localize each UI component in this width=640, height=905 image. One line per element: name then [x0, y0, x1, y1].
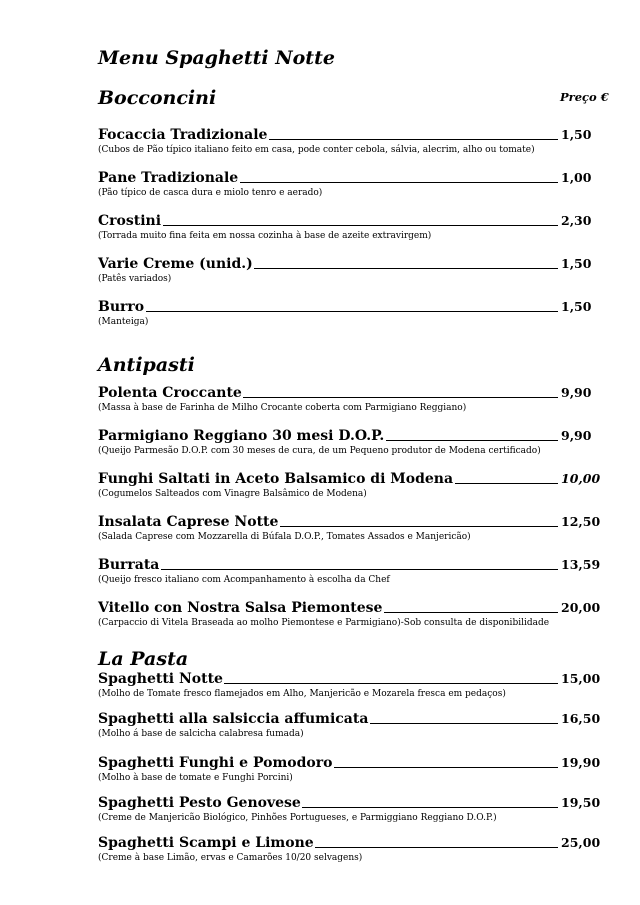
section-title-pasta: La Pasta — [98, 648, 189, 670]
item-description: (Pão típico de casca dura e miolo tenro e aerado) — [98, 188, 323, 198]
item-description: (Manteiga) — [98, 317, 149, 327]
leader-line — [455, 483, 558, 484]
menu-item — [98, 833, 603, 863]
menu-item — [98, 669, 603, 699]
menu-item — [98, 426, 603, 456]
item-price: 1,50 — [561, 256, 592, 271]
item-description: (Molho á base de salcicha calabresa fumada) — [98, 729, 304, 739]
item-description: (Queijo fresco italiano com Acompanhamento à escolha da Chef — [98, 575, 390, 585]
menu-item — [98, 753, 603, 783]
item-name: Spaghetti Notte — [98, 671, 223, 687]
leader-line — [280, 526, 558, 527]
item-name: Parmigiano Reggiano 30 mesi D.O.P. — [98, 428, 385, 444]
item-description: (Torrada muito fina feita em nossa cozinha à base de azeite extravirgem) — [98, 231, 432, 241]
item-name: Focaccia Tradizionale — [98, 127, 268, 143]
item-price: 16,50 — [561, 711, 601, 726]
item-price: 20,00 — [561, 600, 601, 615]
item-description: (Cubos de Pão típico italiano feito em casa, pode conter cebola, sálvia, alecrim, alho ou tomate) — [98, 145, 535, 155]
item-price: 25,00 — [561, 835, 601, 850]
item-price: 1,50 — [561, 127, 592, 142]
leader-line — [386, 440, 558, 441]
menu-item — [98, 793, 603, 823]
item-price: 19,90 — [561, 755, 601, 770]
item-price: 9,90 — [561, 428, 592, 443]
menu-item — [98, 297, 603, 327]
item-name: Pane Tradizionale — [98, 170, 239, 186]
item-name: Crostini — [98, 213, 162, 229]
menu-item — [98, 125, 603, 155]
price-header: Preço € — [560, 90, 609, 104]
section-title-bocconcini: Bocconcini — [98, 87, 217, 109]
leader-line — [302, 807, 558, 808]
leader-line — [254, 268, 558, 269]
item-name: Spaghetti Funghi e Pomodoro — [98, 755, 333, 771]
item-description: (Patês variados) — [98, 274, 172, 284]
item-price: 12,50 — [561, 514, 601, 529]
item-description: (Salada Caprese com Mozzarella di Búfala D.O.P., Tomates Assados e Manjericão) — [98, 532, 471, 542]
menu-item — [98, 168, 603, 198]
menu-item — [98, 512, 603, 542]
item-description: (Creme à base Limão, ervas e Camarões 10/20 selvagens) — [98, 853, 363, 863]
menu-item — [98, 709, 603, 739]
item-description: (Massa à base de Farinha de Milho Crocante coberta com Parmigiano Reggiano) — [98, 403, 467, 413]
leader-line — [243, 397, 558, 398]
menu-item — [98, 469, 603, 499]
item-name: Spaghetti alla salsiccia affumicata — [98, 711, 369, 727]
leader-line — [161, 569, 558, 570]
leader-line — [269, 139, 558, 140]
item-price: 13,59 — [561, 557, 601, 572]
item-price: 19,50 — [561, 795, 601, 810]
leader-line — [384, 612, 558, 613]
item-description: (Molho à base de tomate e Funghi Porcini) — [98, 773, 293, 783]
item-description: (Molho de Tomate fresco flamejados em Alho, Manjericão e Mozarela fresca em pedaços) — [98, 689, 506, 699]
leader-line — [315, 847, 558, 848]
leader-line — [224, 683, 558, 684]
item-description: (Cogumelos Salteados com Vinagre Balsâmico de Modena) — [98, 489, 367, 499]
menu-item — [98, 598, 603, 628]
section-title-antipasti: Antipasti — [98, 354, 195, 376]
item-name: Varie Creme (unid.) — [98, 256, 253, 272]
menu-item — [98, 383, 603, 413]
menu-item — [98, 555, 603, 585]
leader-line — [163, 225, 558, 226]
item-name: Spaghetti Pesto Genovese — [98, 795, 301, 811]
menu-title: Menu Spaghetti Notte — [98, 47, 335, 69]
item-name: Spaghetti Scampi e Limone — [98, 835, 314, 851]
item-price: 2,30 — [561, 213, 592, 228]
leader-line — [370, 723, 558, 724]
item-price: 15,00 — [561, 671, 601, 686]
item-description: (Carpaccio di Vitela Braseada ao molho Piemontese e Parmigiano)-Sob consulta de disponibilidade — [98, 618, 550, 628]
item-description: (Creme de Manjericão Biológico, Pinhões Portugueses, e Parmiggiano Reggiano D.O.P.) — [98, 813, 497, 823]
item-price: 1,50 — [561, 299, 592, 314]
leader-line — [146, 311, 558, 312]
item-name: Burrata — [98, 557, 160, 573]
leader-line — [334, 767, 558, 768]
menu-item — [98, 211, 603, 241]
item-name: Insalata Caprese Notte — [98, 514, 279, 530]
item-price: 10,00 — [561, 471, 601, 486]
item-description: (Queijo Parmesão D.O.P. com 30 meses de cura, de um Pequeno produtor de Modena certificado) — [98, 446, 541, 456]
leader-line — [240, 182, 558, 183]
item-name: Funghi Saltati in Aceto Balsamico di Modena — [98, 471, 454, 487]
item-price: 9,90 — [561, 385, 592, 400]
menu-item — [98, 254, 603, 284]
item-name: Polenta Croccante — [98, 385, 242, 401]
item-name: Vitello con Nostra Salsa Piemontese — [98, 600, 383, 616]
item-name: Burro — [98, 299, 145, 315]
item-price: 1,00 — [561, 170, 592, 185]
